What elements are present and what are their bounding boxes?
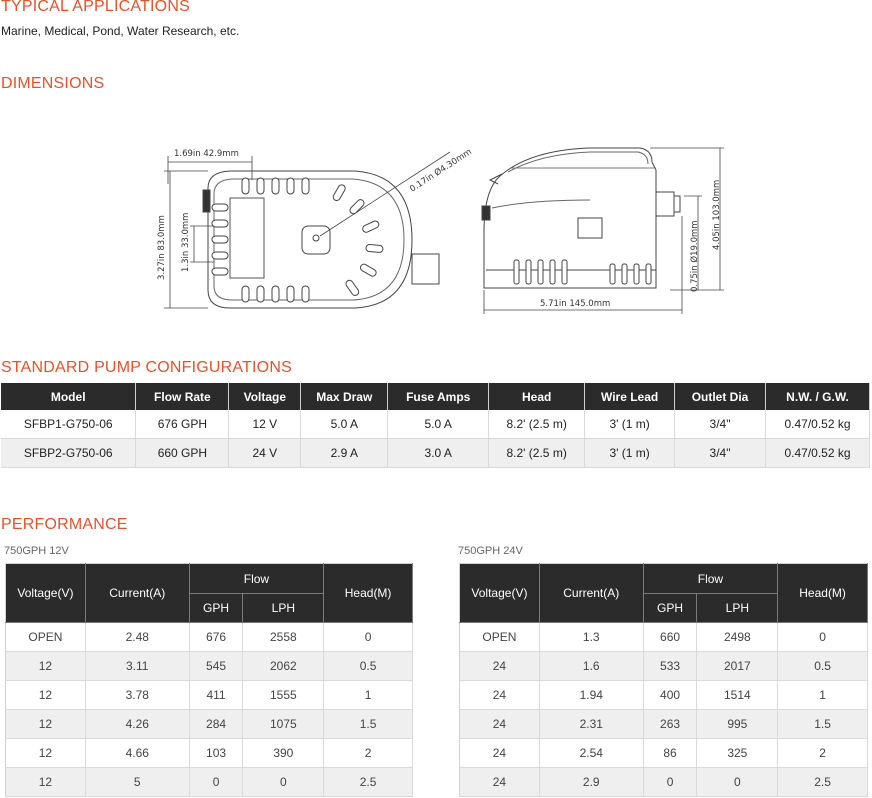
- table-row: [460, 739, 868, 768]
- perf-header-voltage: Voltage(V): [460, 564, 540, 623]
- side-height-label: 4.05in 103.0mm: [712, 179, 722, 250]
- table-cell: 0: [243, 768, 324, 797]
- config-cell: 0.47/0.52 kg: [766, 410, 870, 439]
- table-cell: 390: [243, 739, 324, 768]
- perf-header-flow: Flow: [189, 564, 324, 594]
- table-cell: 12: [6, 710, 86, 739]
- table-cell: 400: [643, 681, 697, 710]
- performance-right-caption: 750GPH 24V: [458, 545, 523, 557]
- table-cell: 86: [643, 739, 697, 768]
- config-cell: SFBP1-G750-06: [1, 410, 136, 439]
- applications-text: Marine, Medical, Pond, Water Research, etc.: [1, 24, 240, 38]
- config-cell: 3' (1 m): [585, 439, 675, 468]
- config-header-model: Model: [1, 383, 136, 410]
- config-cell: 3.0 A: [388, 439, 489, 468]
- table-cell: 0: [324, 623, 413, 652]
- performance-table-24v: [459, 563, 868, 797]
- table-cell: 2062: [243, 652, 324, 681]
- table-cell: 0: [643, 768, 697, 797]
- config-cell: 5.0 A: [301, 410, 388, 439]
- config-header-voltage: Voltage: [229, 383, 301, 410]
- config-header-weight: N.W. / G.W.: [766, 383, 870, 410]
- performance-left-caption: 750GPH 12V: [4, 545, 69, 557]
- table-cell: 3.78: [85, 681, 189, 710]
- perf-header-voltage: Voltage(V): [6, 564, 86, 623]
- table-row: [6, 681, 413, 710]
- perf-header-head: Head(M): [324, 564, 413, 623]
- table-cell: 1514: [697, 681, 778, 710]
- config-row: [1, 410, 870, 439]
- table-cell: 0: [778, 623, 868, 652]
- perf-header-gph: GPH: [643, 594, 697, 623]
- table-cell: 3.11: [85, 652, 189, 681]
- table-cell: OPEN: [6, 623, 86, 652]
- table-cell: 24: [460, 681, 540, 710]
- config-row: [1, 439, 870, 468]
- table-cell: 2.5: [778, 768, 868, 797]
- table-cell: 0.5: [778, 652, 868, 681]
- table-cell: 12: [6, 739, 86, 768]
- table-cell: 4.26: [85, 710, 189, 739]
- config-cell: SFBP2-G750-06: [1, 439, 136, 468]
- table-row: [6, 768, 413, 797]
- config-header-wire-lead: Wire Lead: [585, 383, 675, 410]
- table-cell: 1.94: [539, 681, 643, 710]
- table-cell: OPEN: [460, 623, 540, 652]
- table-cell: 12: [6, 768, 86, 797]
- table-cell: 2.48: [85, 623, 189, 652]
- table-cell: 1.5: [778, 710, 868, 739]
- table-cell: 1.5: [324, 710, 413, 739]
- table-row: [460, 768, 868, 797]
- table-cell: 103: [189, 739, 243, 768]
- table-cell: 2: [778, 739, 868, 768]
- table-cell: 2017: [697, 652, 778, 681]
- table-cell: 24: [460, 739, 540, 768]
- table-cell: 24: [460, 768, 540, 797]
- table-cell: 1.6: [539, 652, 643, 681]
- table-row: [6, 623, 413, 652]
- table-row: [460, 623, 868, 652]
- table-cell: 325: [697, 739, 778, 768]
- config-cell: 8.2' (2.5 m): [489, 439, 585, 468]
- side-length-label: 5.71in 145.0mm: [540, 299, 611, 309]
- table-cell: 2498: [697, 623, 778, 652]
- table-row: [460, 710, 868, 739]
- table-row: [6, 652, 413, 681]
- table-cell: 1: [778, 681, 868, 710]
- dimensions-title: DIMENSIONS: [1, 75, 105, 92]
- top-height-label: 3.27in 83.0mm: [157, 215, 167, 280]
- config-header-fuse-amps: Fuse Amps: [388, 383, 489, 410]
- table-cell: 1.3: [539, 623, 643, 652]
- config-header-flow-rate: Flow Rate: [136, 383, 229, 410]
- config-cell: 0.47/0.52 kg: [766, 439, 870, 468]
- table-cell: 24: [460, 652, 540, 681]
- perf-header-current: Current(A): [85, 564, 189, 623]
- table-cell: 1075: [243, 710, 324, 739]
- config-cell: 3/4": [675, 410, 766, 439]
- config-cell: 24 V: [229, 439, 301, 468]
- config-cell: 660 GPH: [136, 439, 229, 468]
- perf-header-head: Head(M): [778, 564, 868, 623]
- table-cell: 995: [697, 710, 778, 739]
- table-cell: 2.5: [324, 768, 413, 797]
- top-diameter-label: 0.17in Ø4.30mm: [408, 147, 474, 195]
- config-cell: 3' (1 m): [585, 410, 675, 439]
- config-cell: 8.2' (2.5 m): [489, 410, 585, 439]
- config-cell: 2.9 A: [301, 439, 388, 468]
- perf-header-lph: LPH: [243, 594, 324, 623]
- table-cell: 411: [189, 681, 243, 710]
- table-cell: 263: [643, 710, 697, 739]
- table-cell: 1: [324, 681, 413, 710]
- table-cell: 2: [324, 739, 413, 768]
- table-cell: 5: [85, 768, 189, 797]
- table-row: [460, 681, 868, 710]
- performance-title: PERFORMANCE: [1, 516, 128, 533]
- table-cell: 4.66: [85, 739, 189, 768]
- table-cell: 12: [6, 681, 86, 710]
- table-cell: 2.31: [539, 710, 643, 739]
- table-cell: 533: [643, 652, 697, 681]
- config-cell: 3/4": [675, 439, 766, 468]
- table-cell: 24: [460, 710, 540, 739]
- config-header-max-draw: Max Draw: [301, 383, 388, 410]
- config-header-outlet-dia: Outlet Dia: [675, 383, 766, 410]
- config-table: [1, 383, 870, 468]
- perf-header-lph: LPH: [697, 594, 778, 623]
- table-cell: 1555: [243, 681, 324, 710]
- table-cell: 660: [643, 623, 697, 652]
- config-title: STANDARD PUMP CONFIGURATIONS: [1, 359, 292, 376]
- table-cell: 0: [697, 768, 778, 797]
- table-row: [460, 652, 868, 681]
- performance-table-12v: [5, 563, 413, 797]
- table-cell: 0: [189, 768, 243, 797]
- table-cell: 284: [189, 710, 243, 739]
- table-cell: 2.54: [539, 739, 643, 768]
- pump-top-view-drawing: [150, 140, 474, 320]
- table-cell: 0.5: [324, 652, 413, 681]
- table-cell: 2558: [243, 623, 324, 652]
- perf-header-current: Current(A): [539, 564, 643, 623]
- table-cell: 545: [189, 652, 243, 681]
- top-inner-label: 1.3in 33.0mm: [181, 212, 191, 272]
- table-cell: 12: [6, 652, 86, 681]
- table-cell: 676: [189, 623, 243, 652]
- side-outlet-label: 0.75in Ø19.0mm: [690, 220, 700, 292]
- config-cell: 5.0 A: [388, 410, 489, 439]
- config-cell: 676 GPH: [136, 410, 229, 439]
- config-cell: 12 V: [229, 410, 301, 439]
- perf-header-gph: GPH: [189, 594, 243, 623]
- applications-title: TYPICAL APPLICATIONS: [1, 0, 190, 15]
- config-header-head: Head: [489, 383, 585, 410]
- top-width-label: 1.69in 42.9mm: [174, 149, 239, 159]
- perf-header-flow: Flow: [643, 564, 778, 594]
- table-row: [6, 739, 413, 768]
- table-cell: 2.9: [539, 768, 643, 797]
- pump-side-view-drawing: [470, 140, 730, 320]
- table-row: [6, 710, 413, 739]
